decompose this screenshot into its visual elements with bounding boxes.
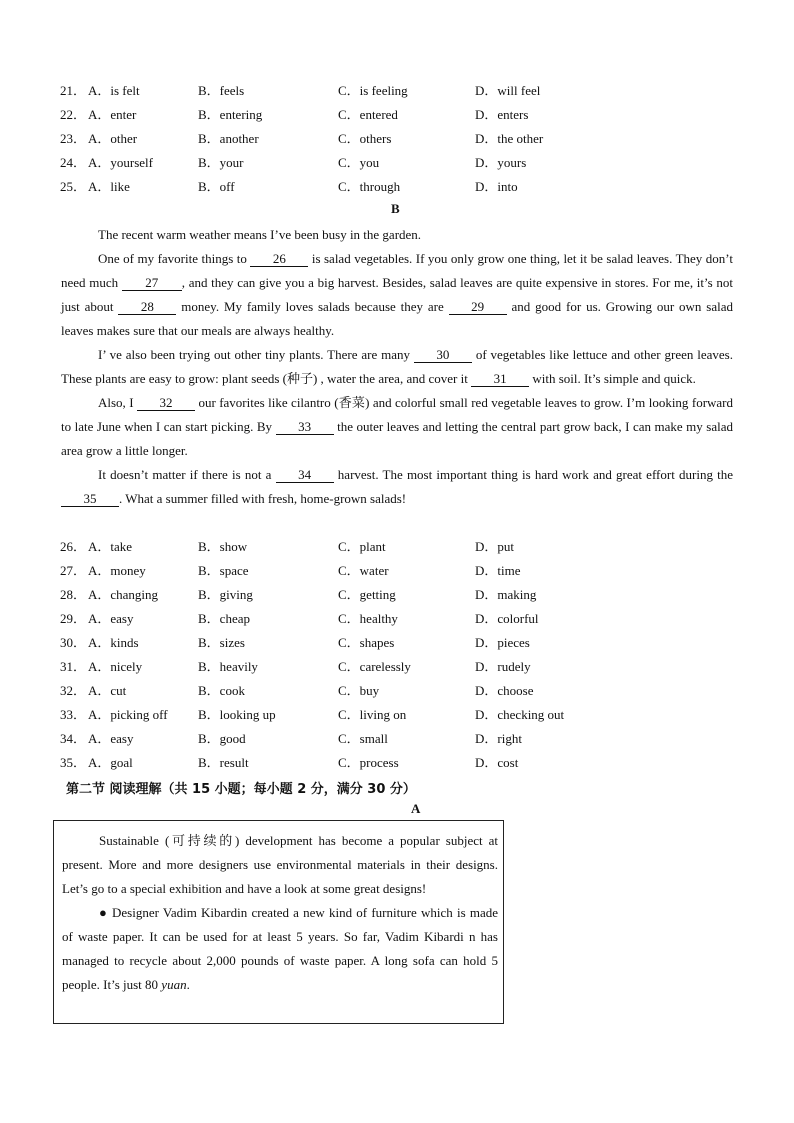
question-number: 27． xyxy=(60,563,87,578)
section-title: 第二节 阅读理解（共 15 小题；每小题 2 分，满分 30 分） xyxy=(66,782,416,797)
paragraph-text: ● Designer Vadim Kibardin created a new kind of furniture which is made of waste paper. It can be used for at least 5 years. So far, Vadim Kibardi n has managed to recycle about 2,000 pounds of waste paper. A long sofa can hold 5 people. It’s just 80 xyxy=(62,905,498,992)
option-b: B．good xyxy=(198,731,246,746)
question-number: 32． xyxy=(60,683,87,698)
question-number: 23． xyxy=(60,131,87,146)
option-a: A．money xyxy=(88,563,146,578)
paragraph xyxy=(61,463,733,511)
paragraph-text: our favorites like cilantro (香菜) and colorful small red vegetable leaves to grow. I’m looking forward to late June when I can start picking. By xyxy=(61,395,734,434)
blank-27: 27 xyxy=(122,275,182,291)
option-c: C．water xyxy=(338,563,389,578)
option-c: C．getting xyxy=(338,587,396,602)
option-d: D．the other xyxy=(475,131,544,146)
blank-35: 35 xyxy=(61,491,119,507)
question-row xyxy=(60,81,760,101)
blank-31: 31 xyxy=(471,371,529,387)
option-a: A．changing xyxy=(88,587,159,602)
option-a: A．yourself xyxy=(88,155,153,170)
option-b: B．another xyxy=(198,131,259,146)
option-a: A．picking off xyxy=(88,707,168,722)
paragraph-text: , and they can give you a big harvest. Besides, salad leaves are quite expensive in stores. For me, it’s not just about xyxy=(61,275,733,314)
option-d: D．colorful xyxy=(475,611,539,626)
blank-29: 29 xyxy=(449,299,507,315)
question-number: 25． xyxy=(60,179,87,194)
option-a: A．kinds xyxy=(88,635,139,650)
option-b: B．feels xyxy=(198,83,245,98)
option-b: B．space xyxy=(198,563,249,578)
option-b: B．result xyxy=(198,755,249,770)
question-row xyxy=(60,105,760,125)
blank-32: 32 xyxy=(137,395,195,411)
option-c: C．buy xyxy=(338,683,380,698)
option-c: C．through xyxy=(338,179,401,194)
option-b: B．looking up xyxy=(198,707,276,722)
option-c: C．shapes xyxy=(338,635,395,650)
option-b: B．entering xyxy=(198,107,263,122)
question-number: 30． xyxy=(60,635,87,650)
option-c: C．healthy xyxy=(338,611,398,626)
question-number: 35． xyxy=(60,755,87,770)
option-b: B．sizes xyxy=(198,635,245,650)
option-b: B．cheap xyxy=(198,611,250,626)
paragraph xyxy=(61,343,733,391)
question-number: 34． xyxy=(60,731,87,746)
option-d: D．choose xyxy=(475,683,534,698)
option-b: B．cook xyxy=(198,683,245,698)
question-row xyxy=(60,177,760,197)
option-c: C．is feeling xyxy=(338,83,408,98)
option-a: A．goal xyxy=(88,755,133,770)
blank-34: 34 xyxy=(276,467,334,483)
option-a: A．enter xyxy=(88,107,137,122)
question-row xyxy=(60,657,760,677)
paragraph xyxy=(61,247,733,343)
question-number: 24． xyxy=(60,155,87,170)
question-row xyxy=(60,681,760,701)
cloze-passage xyxy=(61,223,733,511)
option-c: C．process xyxy=(338,755,399,770)
option-d: D．into xyxy=(475,179,518,194)
option-a: A．easy xyxy=(88,611,134,626)
paragraph-text: money. My family loves salads because they are xyxy=(176,299,449,314)
paragraph xyxy=(61,223,733,247)
option-a: A．take xyxy=(88,539,133,554)
option-c: C．small xyxy=(338,731,388,746)
section-heading-a: A xyxy=(411,801,421,816)
paragraph-text: of vegetables like lettuce and other green leaves. These plants are easy to grow: plant seeds (种子) , water the area, and cover it xyxy=(61,347,733,386)
blank-26: 26 xyxy=(250,251,308,267)
option-d: D．making xyxy=(475,587,537,602)
question-row xyxy=(60,753,760,773)
question-row xyxy=(60,705,760,725)
blank-30: 30 xyxy=(414,347,472,363)
option-c: C．plant xyxy=(338,539,386,554)
question-number: 33． xyxy=(60,707,87,722)
option-d: D．cost xyxy=(475,755,519,770)
paragraph-text: The recent warm weather means I’ve been busy in the garden. xyxy=(98,227,422,242)
option-d: D．right xyxy=(475,731,522,746)
question-row xyxy=(60,609,760,629)
option-d: D．put xyxy=(475,539,515,554)
option-a: A．cut xyxy=(88,683,127,698)
option-c: C．entered xyxy=(338,107,398,122)
question-number: 22． xyxy=(60,107,87,122)
paragraph xyxy=(61,391,733,463)
question-row xyxy=(60,561,760,581)
option-b: B．your xyxy=(198,155,244,170)
option-d: D．enters xyxy=(475,107,529,122)
option-b: B．heavily xyxy=(198,659,258,674)
question-number: 28． xyxy=(60,587,87,602)
question-number: 29． xyxy=(60,611,87,626)
option-a: A．easy xyxy=(88,731,134,746)
question-number: 21． xyxy=(60,83,87,98)
option-a: A．nicely xyxy=(88,659,143,674)
paragraph-text: . xyxy=(186,977,190,992)
paragraph-text: harvest. The most important thing is hard work and great effort during the xyxy=(333,467,734,482)
paragraph-text: Also, I xyxy=(98,395,138,410)
paragraph-text: It doesn’t matter if there is not a xyxy=(98,467,276,482)
option-b: B．off xyxy=(198,179,235,194)
question-row xyxy=(60,537,760,557)
option-d: D．will feel xyxy=(475,83,541,98)
question-row xyxy=(60,129,760,149)
option-c: C．carelessly xyxy=(338,659,411,674)
paragraph-text: is salad vegetables. If you only grow one thing, let it be salad leaves. They don’t need much xyxy=(61,251,733,290)
question-row xyxy=(60,729,760,749)
option-d: D．pieces xyxy=(475,635,530,650)
currency-text: yuan xyxy=(161,977,187,992)
paragraph-text: with soil. It’s simple and quick. xyxy=(529,371,696,386)
reading-passage-box xyxy=(53,820,504,1024)
option-c: C．living on xyxy=(338,707,407,722)
option-d: D．yours xyxy=(475,155,527,170)
question-number: 31． xyxy=(60,659,87,674)
option-a: A．is felt xyxy=(88,83,140,98)
option-a: A．other xyxy=(88,131,138,146)
question-row xyxy=(60,585,760,605)
option-d: D．rudely xyxy=(475,659,531,674)
paragraph-text: I’ ve also been trying out other tiny plants. There are many xyxy=(98,347,414,362)
paragraph-text: One of my favorite things to xyxy=(98,251,251,266)
question-number: 26． xyxy=(60,539,87,554)
paragraph-text: and good for us. Growing our own salad leaves makes sure that our meals are always healthy. xyxy=(61,299,734,338)
option-b: B．giving xyxy=(198,587,253,602)
option-c: C．others xyxy=(338,131,392,146)
blank-33: 33 xyxy=(276,419,334,435)
option-a: A．like xyxy=(88,179,130,194)
option-c: C．you xyxy=(338,155,380,170)
option-d: D．time xyxy=(475,563,521,578)
paragraph: Sustainable (可持续的) development has become a popular subject at present. More and more designers use environmental materials in their designs. Let’s go to a special exhibition and have a look at some great designs! xyxy=(62,833,498,896)
blank-28: 28 xyxy=(118,299,176,315)
paragraph-text: the outer leaves and letting the central part grow back, I can make my salad area grow a little longer. xyxy=(61,419,734,458)
question-row xyxy=(60,153,760,173)
section-heading-b: B xyxy=(391,201,400,216)
option-b: B．show xyxy=(198,539,248,554)
paragraph-text: . What a summer filled with fresh, home-grown salads! xyxy=(119,491,407,506)
paragraph xyxy=(62,901,498,997)
question-row xyxy=(60,633,760,653)
option-d: D．checking out xyxy=(475,707,565,722)
